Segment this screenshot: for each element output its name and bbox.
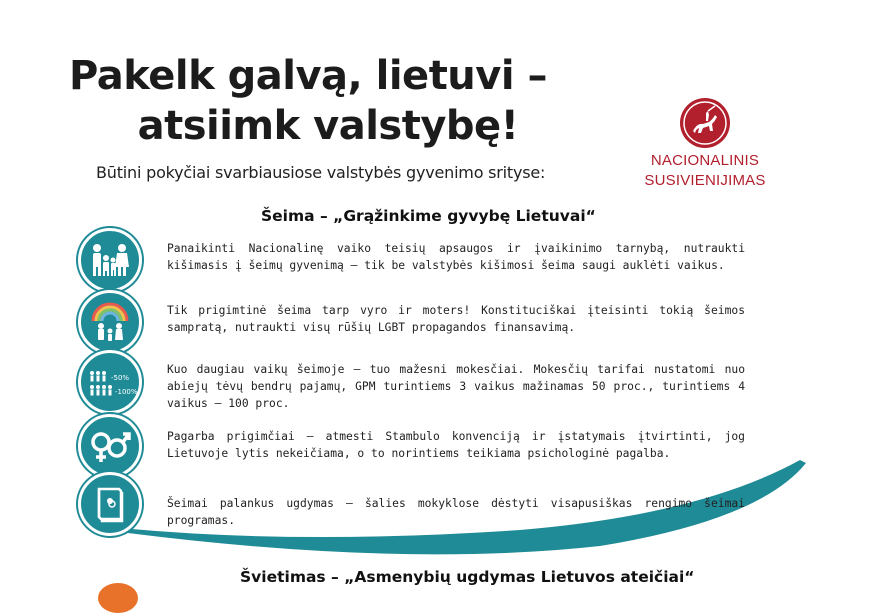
section-heading-education: Švietimas – „Asmenybių ugdymas Lietuvos ateičiai“ <box>240 568 695 586</box>
family-icon <box>81 231 139 289</box>
page-title-line1: Pakelk galvą, lietuvi – <box>68 53 547 99</box>
next-section-icon <box>98 583 138 613</box>
page-subtitle: Būtini pokyčiai svarbiausiose valstybės gyvenimo srityse: <box>96 163 546 182</box>
badge-50: -50% <box>111 374 130 382</box>
list-item-icon-4 <box>76 414 154 474</box>
page-title-line2: atsiimk valstybę! <box>137 103 519 149</box>
list-item-icon-3 <box>76 350 154 410</box>
section-heading-family: Šeima – „Grąžinkime gyvybę Lietuvai“ <box>261 207 596 225</box>
logo-line1: NACIONALINIS <box>650 152 760 169</box>
rainbow-family-icon <box>81 293 139 351</box>
tax-discount-icon <box>81 353 139 411</box>
badge-100: -100% <box>115 388 138 396</box>
book-icon <box>81 475 139 533</box>
list-item-text-2: Tik prigimtinė šeima tarp vyro ir moters! Konstituciškai įteisinti tokią šeimos sampratą, nutraukti visų rūšių LGBT propagandos finansavimą. <box>167 304 745 334</box>
list-item-text-4: Pagarba prigimčiai – atmesti Stambulo konvenciją ir įstatymais įtvirtinti, jog Lietuvoje lytis nekeičiama, o to norintiems teikiama psichologinė pagalba. <box>167 430 745 460</box>
logo-line2: SUSIVIENIJIMAS <box>644 172 766 189</box>
list-item-text-3: Kuo daugiau vaikų šeimoje – tuo mažesni mokesčiai. Mokesčių tarifai nustatomi nuo abiejų tėvų bendrų pajamų, GPM turintiems 3 vaikus mažinamas 50 proc., turintiems 4 vaikus – 100 proc. <box>167 363 745 410</box>
list-item-icon-5 <box>76 472 154 532</box>
list-item-icon-1 <box>76 228 154 288</box>
list-item-icon-2 <box>76 290 154 350</box>
gender-symbols-icon <box>81 417 139 475</box>
list-item-text-5: Šeimai palankus ugdymas – šalies mokyklose dėstyti visapusiškas rengimo šeimai programas. <box>167 497 745 527</box>
list-item-text-1: Panaikinti Nacionalinę vaiko teisių apsaugos ir įvaikinimo tarnybą, nutraukti kišimasis į šeimų gyvenimą – tik be valstybės kišimosi šeima saugi auklėti vaikus. <box>167 242 745 272</box>
